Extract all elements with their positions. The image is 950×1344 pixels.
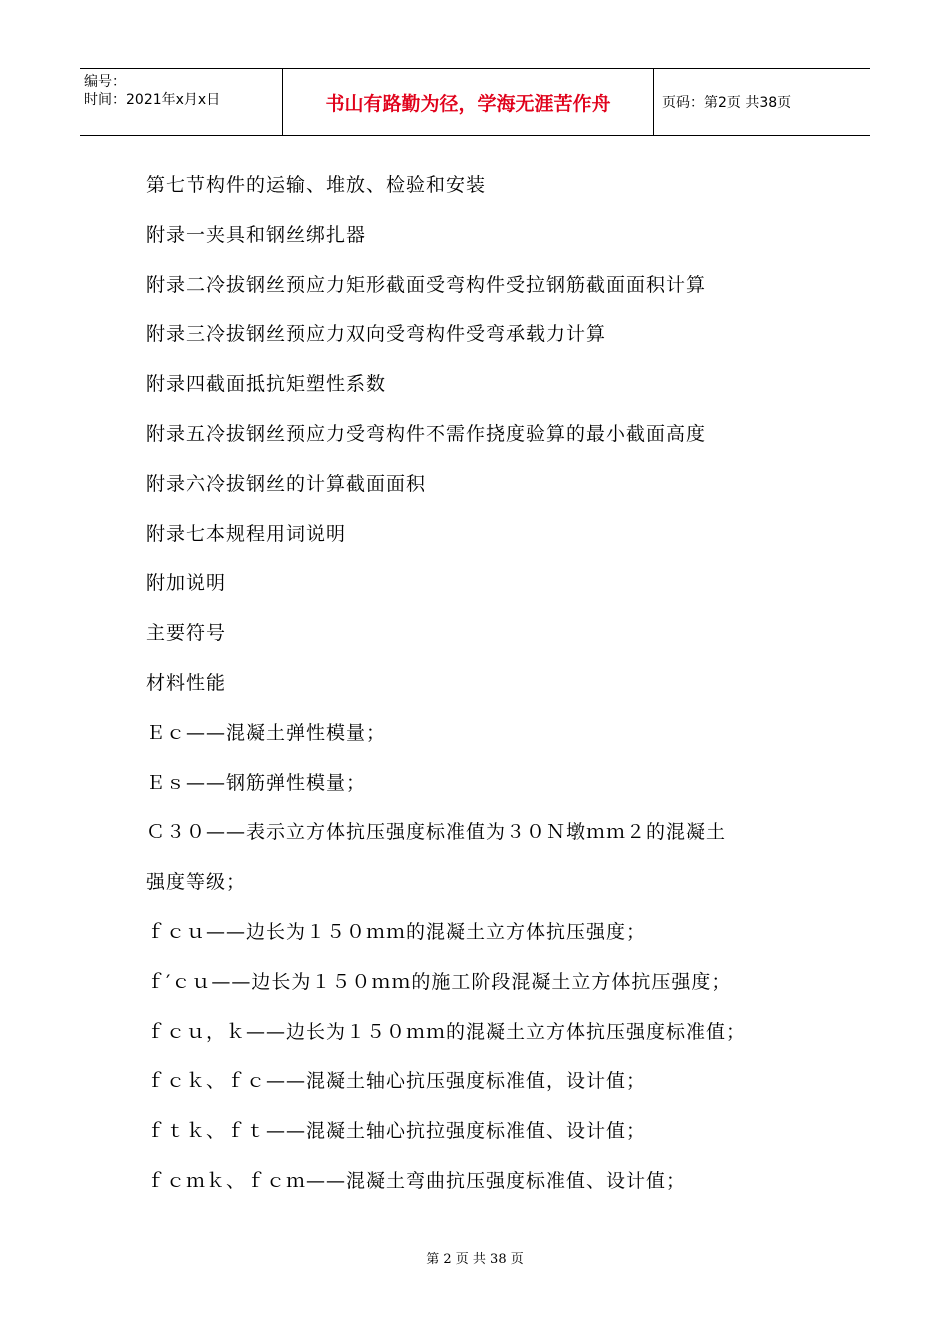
- text-line: 附录一夹具和钢丝绑扎器: [146, 223, 367, 246]
- header-motto: 书山有路勤为径，学海无涯苦作舟: [282, 69, 654, 135]
- page-header: [80, 68, 870, 136]
- header-page-info: 页码：第2页 共38页: [662, 95, 792, 111]
- text-line: Ｃ３０——表示立方体抗压强度标准值为３０Ｎ墩ｍｍ２的混凝土: [146, 821, 727, 844]
- text-line: Ｅｓ——钢筋弹性模量；: [146, 771, 367, 794]
- page-footer: 第 2 页 共 38 页: [426, 1252, 524, 1267]
- header-meta: [80, 69, 282, 135]
- text-line: ｆｃｕ，ｋ——边长为１５０ｍｍ的混凝土立方体抗压强度标准值；: [146, 1020, 747, 1043]
- text-line: 第七节构件的运输、堆放、检验和安装: [146, 174, 487, 196]
- text-line: 主要符号: [146, 622, 227, 645]
- text-line: ｆｃｕ——边长为１５０ｍｍ的混凝土立方体抗压强度；: [146, 920, 647, 943]
- text-line: 附录五冷拔钢丝预应力受弯构件不需作挠度验算的最小截面高度: [146, 422, 707, 445]
- document-body: [146, 165, 826, 1211]
- text-line: ｆｃｍｋ、ｆｃｍ——混凝土弯曲抗压强度标准值、设计值；: [146, 1169, 687, 1192]
- text-line: 附录二冷拔钢丝预应力矩形截面受弯构件受拉钢筋截面面积计算: [146, 273, 707, 296]
- text-line: 材料性能: [146, 671, 227, 694]
- text-line: 附录六冷拔钢丝的计算截面面积: [146, 472, 427, 495]
- text-line: 附录三冷拔钢丝预应力双向受弯构件受弯承载力计算: [146, 323, 607, 346]
- text-line: ｆ′ｃｕ——边长为１５０ｍｍ的施工阶段混凝土立方体抗压强度；: [146, 970, 732, 993]
- text-line: Ｅｃ——混凝土弹性模量；: [146, 721, 387, 744]
- text-line: 附录四截面抵抗矩塑性系数: [146, 373, 387, 396]
- text-line: 附加说明: [146, 572, 227, 595]
- document-number-label: 编号：: [84, 74, 126, 90]
- text-line: 强度等级；: [146, 871, 247, 894]
- document-time-label: 时间：2021年x月x日: [84, 92, 221, 108]
- text-line: ｆｔｋ、ｆｔ——混凝土轴心抗拉强度标准值、设计值；: [146, 1120, 647, 1143]
- text-line: 附录七本规程用词说明: [146, 522, 347, 545]
- text-line: ｆｃｋ、ｆｃ——混凝土轴心抗压强度标准值，设计值；: [146, 1070, 647, 1093]
